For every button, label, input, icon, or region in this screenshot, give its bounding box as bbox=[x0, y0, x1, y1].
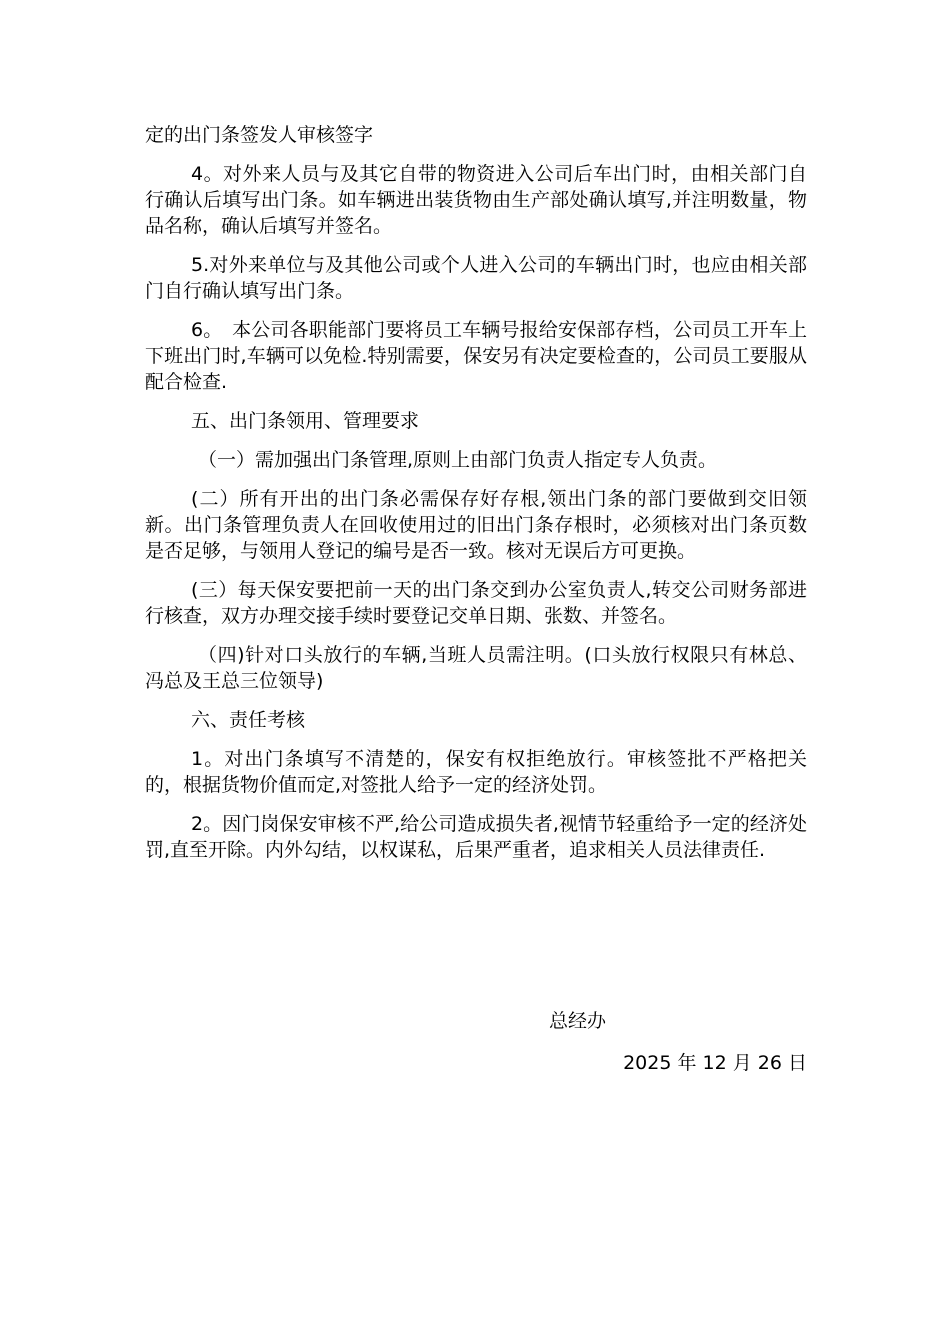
paragraph-sub-2: (二）所有开出的出门条必需保存好存根,领出门条的部门要做到交旧领新。出门条管理负责人在回收使用过的旧出门条存根时，必须核对出门条页数是否足够，与领用人登记的编号是否一致。核对无误后方可更换。 bbox=[145, 488, 807, 562]
signature-department: 总经办 bbox=[549, 1010, 607, 1032]
paragraph-responsibility-1: 1。对出门条填写不清楚的，保安有权拒绝放行。审核签批不严格把关的，根据货物价值而定,对签批人给予一定的经济处罚。 bbox=[145, 748, 807, 796]
paragraph-item-5: 5.对外来单位与及其他公司或个人进入公司的车辆出门时，也应由相关部门自行确认填写出门条。 bbox=[145, 254, 807, 302]
paragraph-sub-1: （一）需加强出门条管理,原则上由部门负责人指定专人负责。 bbox=[198, 449, 718, 471]
paragraph-sub-4: （四)针对口头放行的车辆,当班人员需注明。(口头放行权限只有林总、冯总及王总三位领导) bbox=[145, 644, 807, 692]
section-heading-6: 六、责任考核 bbox=[191, 709, 306, 731]
paragraph-item-6: 6。 本公司各职能部门要将员工车辆号报给安保部存档，公司员工开车上下班出门时,车辆可以免检.特别需要，保安另有决定要检查的，公司员工要服从配合检查. bbox=[145, 319, 807, 393]
section-heading-5: 五、出门条领用、管理要求 bbox=[191, 410, 420, 432]
document-body bbox=[145, 122, 807, 876]
paragraph-sub-3: (三）每天保安要把前一天的出门条交到办公室负责人,转交公司财务部进行核查，双方办理交接手续时要登记交单日期、张数、并签名。 bbox=[145, 579, 807, 627]
paragraph-continuation: 定的出门条签发人审核签字 bbox=[145, 124, 374, 146]
paragraph-item-4: 4。对外来人员与及其它自带的物资进入公司后车出门时，由相关部门自行确认后填写出门条。如车辆进出装货物由生产部处确认填写,并注明数量，物品名称，确认后填写并签名。 bbox=[145, 163, 807, 237]
document-date: 2025 年 12 月 26 日 bbox=[623, 1052, 807, 1074]
paragraph-responsibility-2: 2。因门岗保安审核不严,给公司造成损失者,视情节轻重给予一定的经济处罚,直至开除。内外勾结，以权谋私，后果严重者，追求相关人员法律责任. bbox=[145, 813, 807, 861]
